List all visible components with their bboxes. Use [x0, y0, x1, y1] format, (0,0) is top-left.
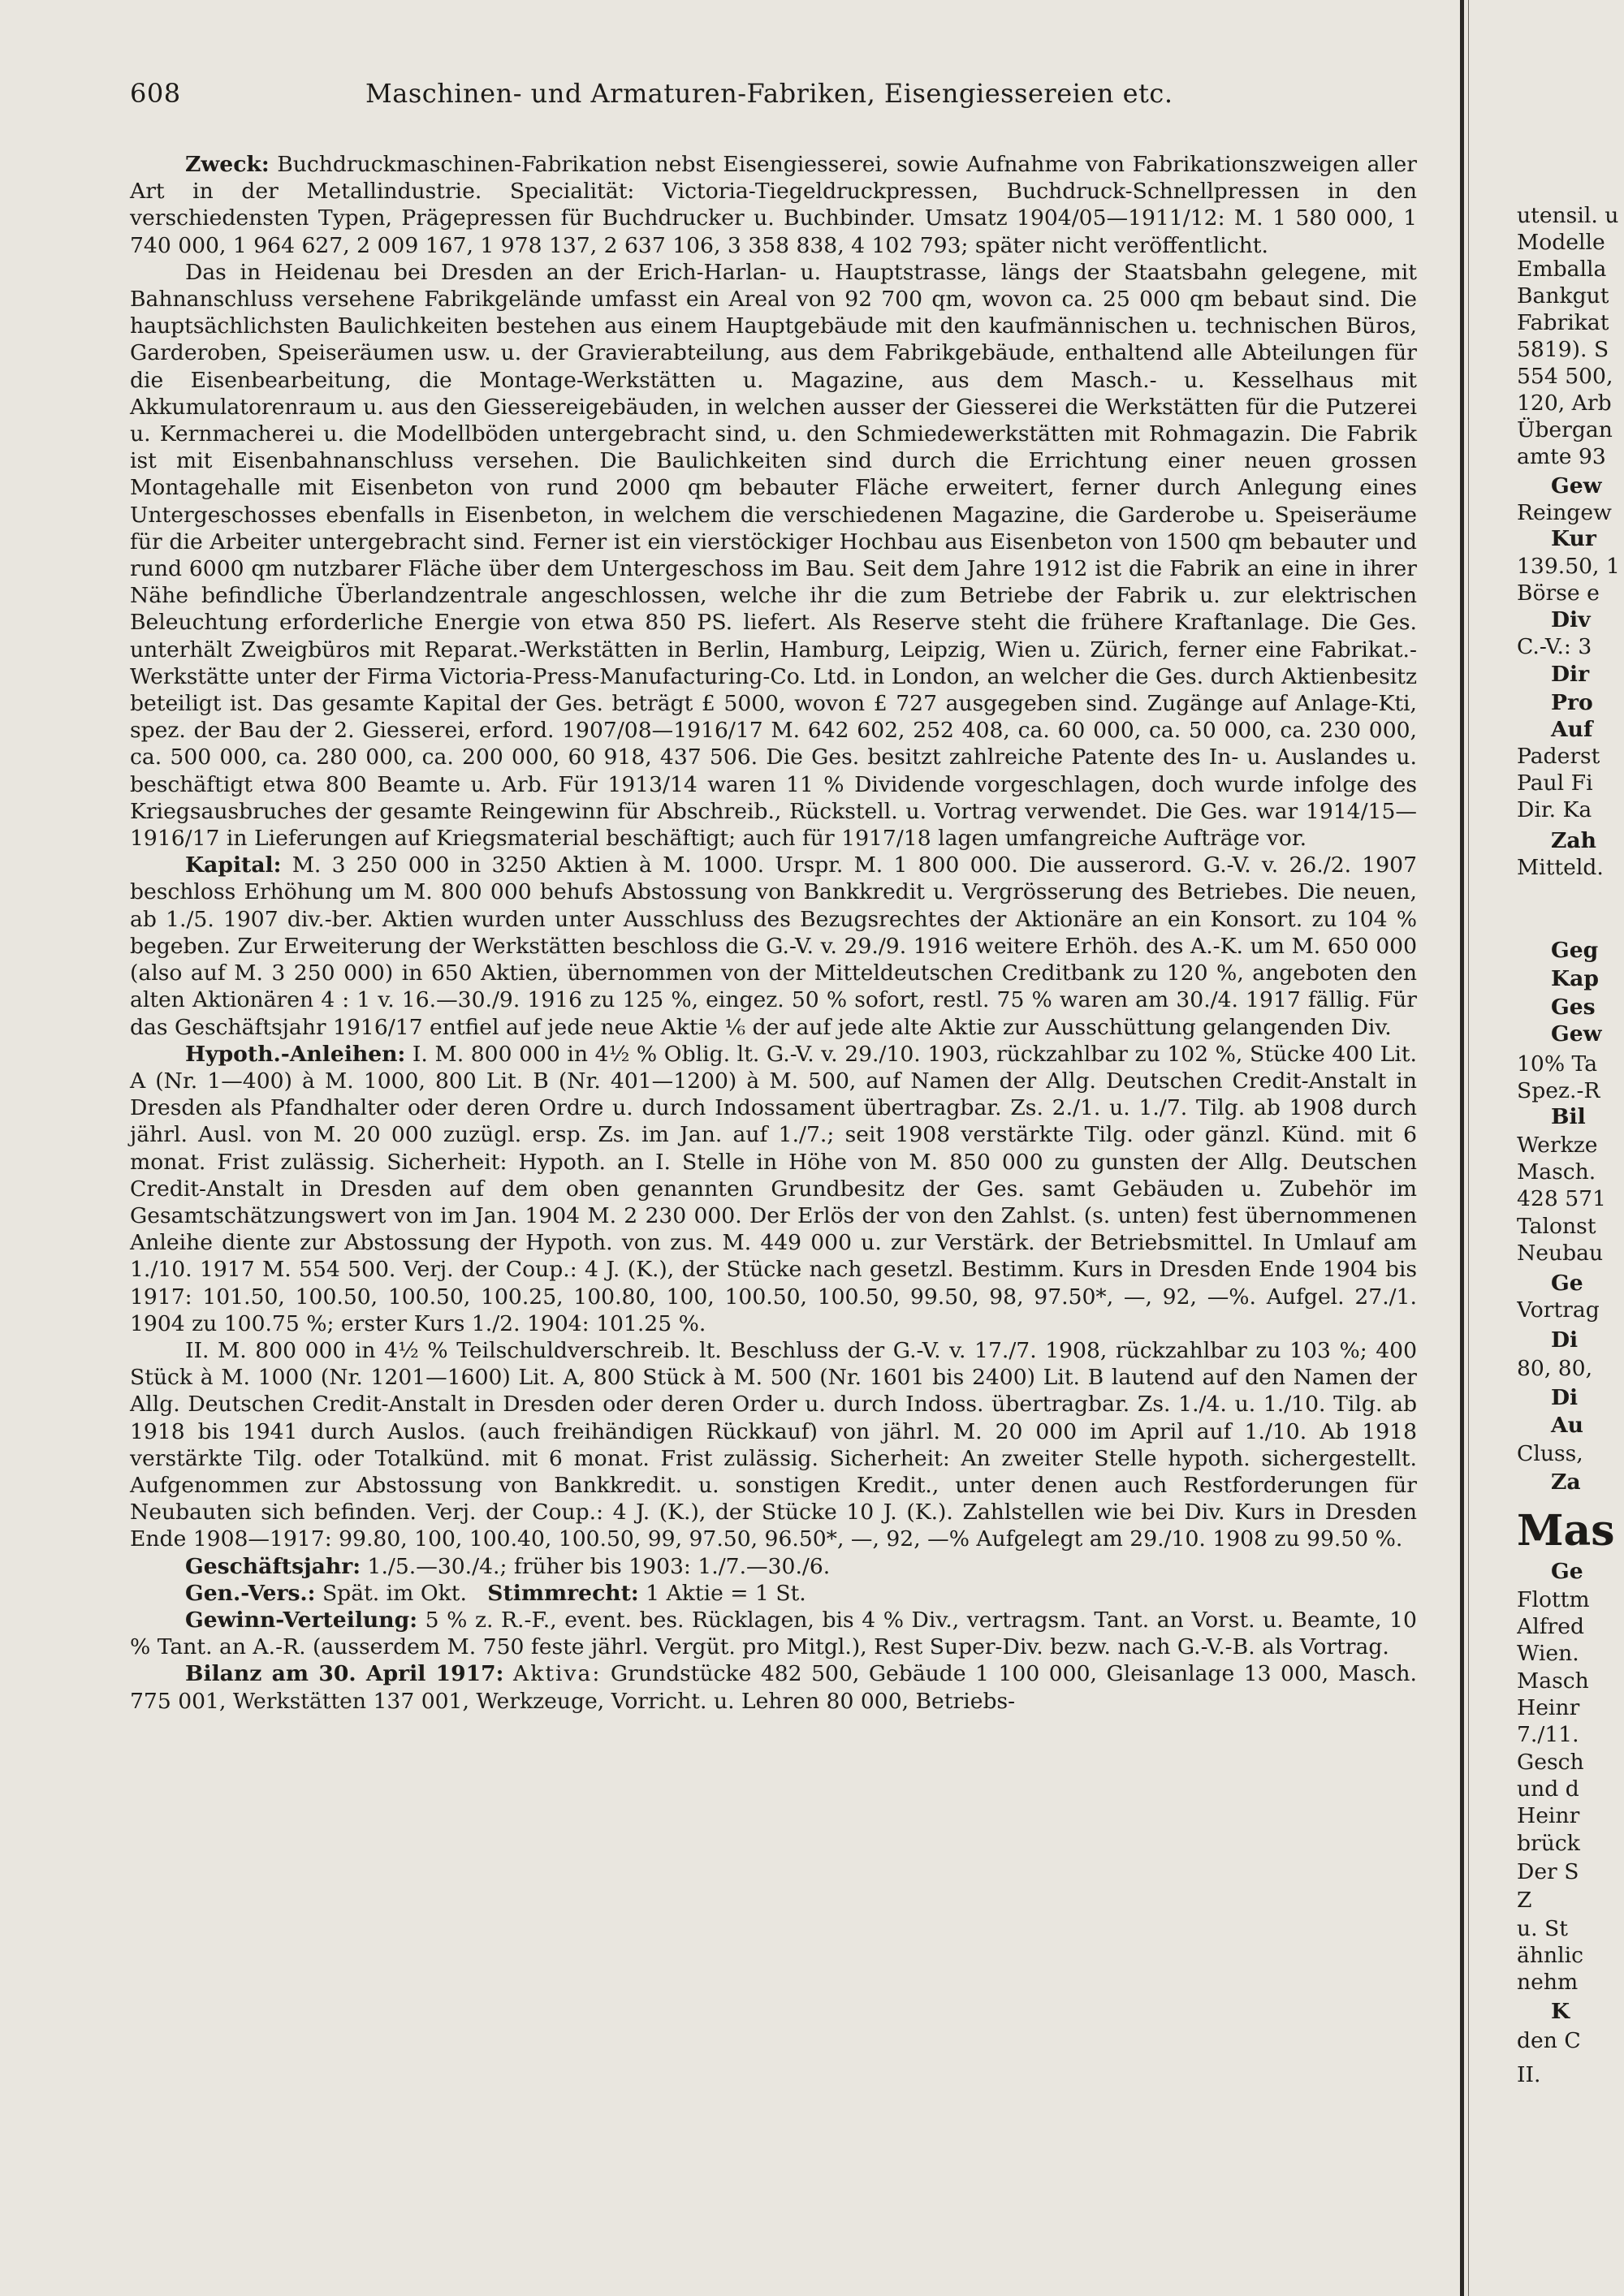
adjacent-line: Paul Fi: [1517, 770, 1593, 796]
adjacent-line: Mitteld.: [1517, 855, 1604, 880]
adjacent-line: Au: [1551, 1413, 1583, 1438]
label-gewinn-verteilung: Gewinn-Verteilung:: [185, 1607, 418, 1633]
adjacent-line: Übergan: [1517, 417, 1613, 442]
text-gewinn-verteilung: 5 % z. R.-F., event. bes. Rücklagen, bis 4 % Div., vertragsm. Tant. an Vorst. u. Beamte, 10 % Tant. an A.-R. (ausserdem M. 750 feste jährl. Vergüt. pro Mitgl.), Rest Super-Div. bezw. nach G.-V.-B. als Vortrag.: [130, 1607, 1417, 1660]
adjacent-line: Heinr: [1517, 1695, 1580, 1720]
adjacent-line: ähnlic: [1517, 1943, 1584, 1968]
adjacent-line: u. St: [1517, 1916, 1568, 1941]
adjacent-line: Börse e: [1517, 580, 1600, 606]
adjacent-line: brück: [1517, 1831, 1580, 1856]
adjacent-line: Kur: [1551, 526, 1596, 551]
adjacent-line: 120, Arb: [1517, 391, 1612, 416]
adjacent-line: Ges: [1551, 995, 1596, 1020]
adjacent-line: Spez.-R: [1517, 1078, 1600, 1103]
adjacent-line: utensil. u: [1517, 203, 1619, 228]
adjacent-line: 554 500,: [1517, 364, 1613, 389]
label-hypoth-anleihen: Hypoth.-Anleihen:: [185, 1041, 406, 1067]
paragraph-gen-vers: [130, 1580, 1417, 1607]
label-stimmrecht: Stimmrecht:: [487, 1580, 639, 1606]
adjacent-line: II.: [1517, 2062, 1541, 2087]
adjacent-line: Vortrag: [1517, 1297, 1600, 1323]
paragraph-description: [130, 259, 1417, 852]
label-zweck: Zweck:: [185, 152, 270, 177]
page-number: 608: [130, 78, 181, 109]
text-kapital: M. 3 250 000 in 3250 Aktien à M. 1000. Urspr. M. 1 800 000. Die ausserord. G.-V. v. 26./2. 1907 beschloss Erhöhung um M. 800 000 behufs Abstossung von Bankkredit u. Vergrösserung des Betriebes. Die neuen, ab 1./5. 1907 div.-ber. Aktien wurden unter Ausschluss des Bezugsrechtes der Aktionäre an ein Konsort. zu 104 % begeben. Zur Erweiterung der Werkstätten beschloss die G.-V. v. 29./9. 1916 weitere Erhöh. des A.-K. um M. 650 000 (also auf M. 3 250 000) in 650 Aktien, übernommen von der Mitteldeutschen Creditbank zu 120 %, angeboten den alten Aktionären 4 : 1 v. 16.—30./9. 1916 zu 125 %, eingez. 50 % sofort, restl. 75 % waren am 30./4. 1917 fällig. Für das Geschäftsjahr 1916/17 entfiel auf jede neue Aktie ⅙ der auf jede alte Aktie zur Ausschüttung gelangenden Div.: [130, 852, 1417, 1040]
column-divider-thin: [1468, 0, 1469, 2296]
adjacent-line: Masch: [1517, 1668, 1589, 1694]
adjacent-line: Gesch: [1517, 1750, 1584, 1775]
adjacent-line: Div: [1551, 607, 1591, 632]
adjacent-line: 80, 80,: [1517, 1356, 1593, 1381]
adjacent-line: Ge: [1551, 1271, 1583, 1296]
adjacent-line: Paderst: [1517, 744, 1600, 769]
adjacent-line: Der S: [1517, 1859, 1579, 1884]
adjacent-line: Auf: [1551, 717, 1593, 742]
adjacent-line: Dir. Ka: [1517, 797, 1592, 822]
paragraph-anleihe-ii: [130, 1337, 1417, 1553]
adjacent-line: 428 571: [1517, 1186, 1606, 1211]
paragraph-bilanz: [130, 1660, 1417, 1714]
adjacent-line: Gew: [1551, 473, 1602, 498]
adjacent-line: Heinr: [1517, 1803, 1580, 1828]
adjacent-line: Bil: [1551, 1104, 1586, 1129]
adjacent-line: Cluss,: [1517, 1441, 1583, 1466]
adjacent-line: amte 93: [1517, 444, 1606, 469]
adjacent-line: Reingew: [1517, 500, 1612, 525]
adjacent-line: Pro: [1551, 690, 1593, 715]
adjacent-line: Modelle: [1517, 230, 1605, 255]
adjacent-line: Kap: [1551, 966, 1599, 991]
adjacent-line: Ge: [1551, 1559, 1583, 1584]
adjacent-line: Za: [1551, 1470, 1581, 1495]
adjacent-line: Di: [1551, 1327, 1579, 1353]
paragraph-geschaeftsjahr: [130, 1553, 1417, 1580]
adjacent-line: 5819). S: [1517, 337, 1609, 362]
label-geschaeftsjahr: Geschäftsjahr:: [185, 1553, 361, 1579]
adjacent-line: 10% Ta: [1517, 1051, 1598, 1077]
adjacent-line: Zah: [1551, 828, 1596, 853]
adjacent-line: Wien.: [1517, 1641, 1579, 1666]
adjacent-line: C.-V.: 3: [1517, 634, 1592, 659]
adjacent-line: K: [1551, 1999, 1570, 2024]
text-anleihe-ii: II. M. 800 000 in 4½ % Teilschuldverschreib. lt. Beschluss der G.-V. v. 17./7. 1908, rückzahlbar zu 103 %; 400 Stück à M. 1000 (Nr. 1201—1600) Lit. A, 800 Stück à M. 500 (Nr. 1601 bis 2400) Lit. B lautend auf den Namen der Allg. Deutschen Credit-Anstalt in Dresden oder deren Order u. durch Indoss. übertragbar. Zs. 1./4. u. 1./10. Tilg. ab 1918 bis 1941 durch Auslos. (auch freihändigen Rückkauf) von jährl. M. 20 000 im April auf 1./10. Ab 1918 verstärkte Tilg. oder Totalkünd. mit 6 monat. Frist zulässig. Sicherheit: An zweiter Stelle hypoth. sichergestellt. Aufgenommen zur Abstossung von Bankkredit. u. sonstigen Kredit., unter denen auch Restforderungen für Neubauten sich befinden. Verj. der Coup.: 4 J. (K.), der Stücke 10 J. (K.). Zahlstellen wie bei Div. Kurs in Dresden Ende 1908—1917: 99.80, 100, 100.40, 100.50, 99, 97.50, 96.50*, —, 92, —% Aufgelegt am 29./10. 1908 zu 99.50 %.: [130, 1337, 1417, 1552]
text-description: Das in Heidenau bei Dresden an der Erich-Harlan- u. Hauptstrasse, längs der Staatsbahn gelegene, mit Bahnanschluss versehene Fabrikgelände umfasst ein Areal von 92 700 qm, wovon ca. 25 000 qm bebaut sind. Die hauptsächlichsten Baulichkeiten bestehen aus einem Hauptgebäude mit den kaufmännischen u. technischen Büros, Garderoben, Speiseräumen usw. u. der Gravierabteilung, aus dem Fabrikgebäude, enthaltend alle Abteilungen für die Eisenbearbeitung, die Montage-Werkstätten u. Magazine, aus dem Masch.- u. Kesselhaus mit Akkumulatorenraum u. aus den Giessereigebäuden, in welchen ausser der Giesserei die Werkstätten für die Putzerei u. Kernmacherei u. die Modellböden untergebracht sind, u. den Schmiedewerkstätten mit Rohmagazin. Die Fabrik ist mit Eisenbahnanschluss versehen. Die Baulichkeiten sind durch die Errichtung einer neuen grossen Montagehalle mit Eisenbeton von rund 2000 qm bebauter Fläche erweitert, ferner durch Anlegung eines Untergeschosses ebenfalls in Eisenbeton, in welchem die verschiedenen Magazine, die Garderobe u. Speiseräume für die Arbeiter untergebracht sind. Ferner ist ein vierstöckiger Hochbau aus Eisenbeton von 1500 qm bebauter und rund 6000 qm nutzbarer Fläche über dem Untergeschoss im Bau. Seit dem Jahre 1912 ist die Fabrik an eine in ihrer Nähe befindliche Überlandzentrale angeschlossen, welche ihr die zum Betriebe der Fabrik u. zur elektrischen Beleuchtung erforderliche Energie von etwa 850 PS. liefert. Als Reserve steht die frühere Kraftanlage. Die Ges. unterhält Zweigbüros mit Reparat.-Werkstätten in Berlin, Hamburg, Leipzig, Wien u. Zürich, ferner eine Fabrikat.-Werkstätte unter der Firma Victoria-Press-Manufacturing-Co. Ltd. in London, an welcher die Ges. durch Aktienbesitz beteiligt ist. Das gesamte Kapital der Ges. beträgt £ 5000, wovon £ 727 ausgegeben sind. Zugänge auf Anlage-Kti, spez. der Bau der 2. Giesserei, erford. 1907/08—1916/17 M. 642 602, 252 408, ca. 60 000, ca. 50 000, ca. 230 000, ca. 500 000, ca. 280 000, ca. 200 000, 60 918, 437 506. Die Ges. besitzt zahlreiche Patente des In- u. Auslandes u. beschäftigt etwa 800 Beamte u. Arb. Für 1913/14 waren 11 % Dividende vorgeschlagen, doch wurde infolge des Kriegsausbruches der gesamte Reingewinn für Abschreib., Rückstell. u. Vortrag verwendet. Die Ges. war 1914/15—1916/17 in Lieferungen auf Kriegsmaterial beschäftigt; auch für 1917/18 lagen umfangreiche Aufträge vor.: [130, 259, 1417, 852]
column-divider: [1460, 0, 1464, 2296]
adjacent-line: Mas: [1517, 1506, 1615, 1556]
adjacent-line: Talonst: [1517, 1214, 1596, 1239]
label-bilanz: Bilanz am 30. April 1917:: [185, 1661, 504, 1687]
adjacent-line: Bankgut: [1517, 283, 1609, 309]
paragraph-hypoth-anleihen: [130, 1041, 1417, 1337]
main-text-column: [130, 151, 1417, 1715]
adjacent-line: 139.50, 1: [1517, 554, 1620, 579]
text-hypoth-anleihen: I. M. 800 000 in 4½ % Oblig. lt. G.-V. v. 29./10. 1903, rückzahlbar zu 102 %, Stücke 400 Lit. A (Nr. 1—400) à M. 1000, 800 Lit. B (Nr. 401—1200) à M. 500, auf Namen der Allg. Deutschen Credit-Anstalt in Dresden als Pfandhalter oder deren Ordre u. durch Indossament übertragbar. Zs. 2./1. u. 1./7. Tilg. ab 1908 durch jährl. Ausl. von M. 20 000 zuzügl. ersp. Zs. im Jan. auf 1./7.; seit 1908 verstärkte Tilg. oder gänzl. Künd. mit 6 monat. Frist zulässig. Sicherheit: Hypoth. an I. Stelle in Höhe von M. 850 000 zu gunsten der Allg. Deutschen Credit-Anstalt in Dresden auf dem oben genannten Grundbesitz der Ges. samt Gebäuden u. Zubehör im Gesamtschätzungswert von im Jan. 1904 M. 2 230 000. Der Erlös der von den Zahlst. (s. unten) fest übernommenen Anleihe diente zur Abstossung der Hypoth. von zus. M. 449 000 u. zur Verstärk. der Betriebsmittel. In Umlauf am 1./10. 1917 M. 554 500. Verj. der Coup.: 4 J. (K.), der Stücke nach gesetzl. Bestimm. Kurs in Dresden Ende 1904 bis 1917: 101.50, 100.50, 100.50, 100.25, 100.80, 100, 100.50, 100.50, 99.50, 98, 97.50*, —, 92, —%. Aufgel. 27./1. 1904 zu 100.75 %; erster Kurs 1./2. 1904: 101.25 %.: [130, 1041, 1417, 1336]
adjacent-page-column: [1517, 203, 1624, 2151]
text-stimmrecht: 1 Aktie = 1 St.: [646, 1580, 806, 1606]
adjacent-line: Werkze: [1517, 1133, 1598, 1158]
adjacent-line: Fabrikat: [1517, 310, 1609, 335]
adjacent-line: den C: [1517, 2028, 1581, 2053]
adjacent-line: und d: [1517, 1776, 1579, 1802]
adjacent-line: Neubau: [1517, 1241, 1604, 1266]
label-kapital: Kapital:: [185, 852, 282, 878]
adjacent-line: Gew: [1551, 1021, 1602, 1047]
text-gen-vers: Spät. im Okt.: [322, 1580, 467, 1606]
page-header: [130, 78, 1413, 114]
text-geschaeftsjahr: 1./5.—30./4.; früher bis 1903: 1./7.—30./6.: [367, 1553, 831, 1579]
text-bilanz: Grundstücke 482 500, Gebäude 1 100 000, Gleisanlage 13 000, Masch. 775 001, Werkstätten 137 001, Werkzeuge, Vorricht. u. Lehren 80 000, Betriebs-: [130, 1661, 1417, 1714]
label-aktiva: Aktiva:: [513, 1661, 602, 1687]
adjacent-line: nehm: [1517, 1970, 1579, 1995]
adjacent-line: Di: [1551, 1385, 1579, 1410]
adjacent-line: Emballa: [1517, 257, 1607, 282]
label-gen-vers: Gen.-Vers.:: [185, 1580, 316, 1606]
adjacent-line: Flottm: [1517, 1587, 1590, 1612]
adjacent-line: Z: [1517, 1888, 1532, 1913]
adjacent-line: Masch.: [1517, 1159, 1596, 1185]
adjacent-line: 7./11.: [1517, 1722, 1579, 1747]
adjacent-line: Dir: [1551, 662, 1590, 687]
paragraph-kapital: [130, 852, 1417, 1040]
paragraph-gewinn-verteilung: [130, 1607, 1417, 1660]
paragraph-zweck: [130, 151, 1417, 259]
adjacent-line: Geg: [1551, 938, 1599, 963]
text-zweck: Buchdruckmaschinen-Fabrikation nebst Eisengiesserei, sowie Aufnahme von Fabrikationszweigen aller Art in der Metallindustrie. Specialität: Victoria-Tiegeldruckpressen, Buchdruck-Schnellpressen in den verschiedensten Typen, Prägepressen für Buchdrucker u. Buchbinder. Umsatz 1904/05—1911/12: M. 1 580 000, 1 740 000, 1 964 627, 2 009 167, 1 978 137, 2 637 106, 3 358 838, 4 102 793; später nicht veröffentlicht.: [130, 152, 1417, 258]
running-title: Maschinen- und Armaturen-Fabriken, Eisengiessereien etc.: [365, 78, 1173, 109]
adjacent-line: Alfred: [1517, 1614, 1585, 1639]
